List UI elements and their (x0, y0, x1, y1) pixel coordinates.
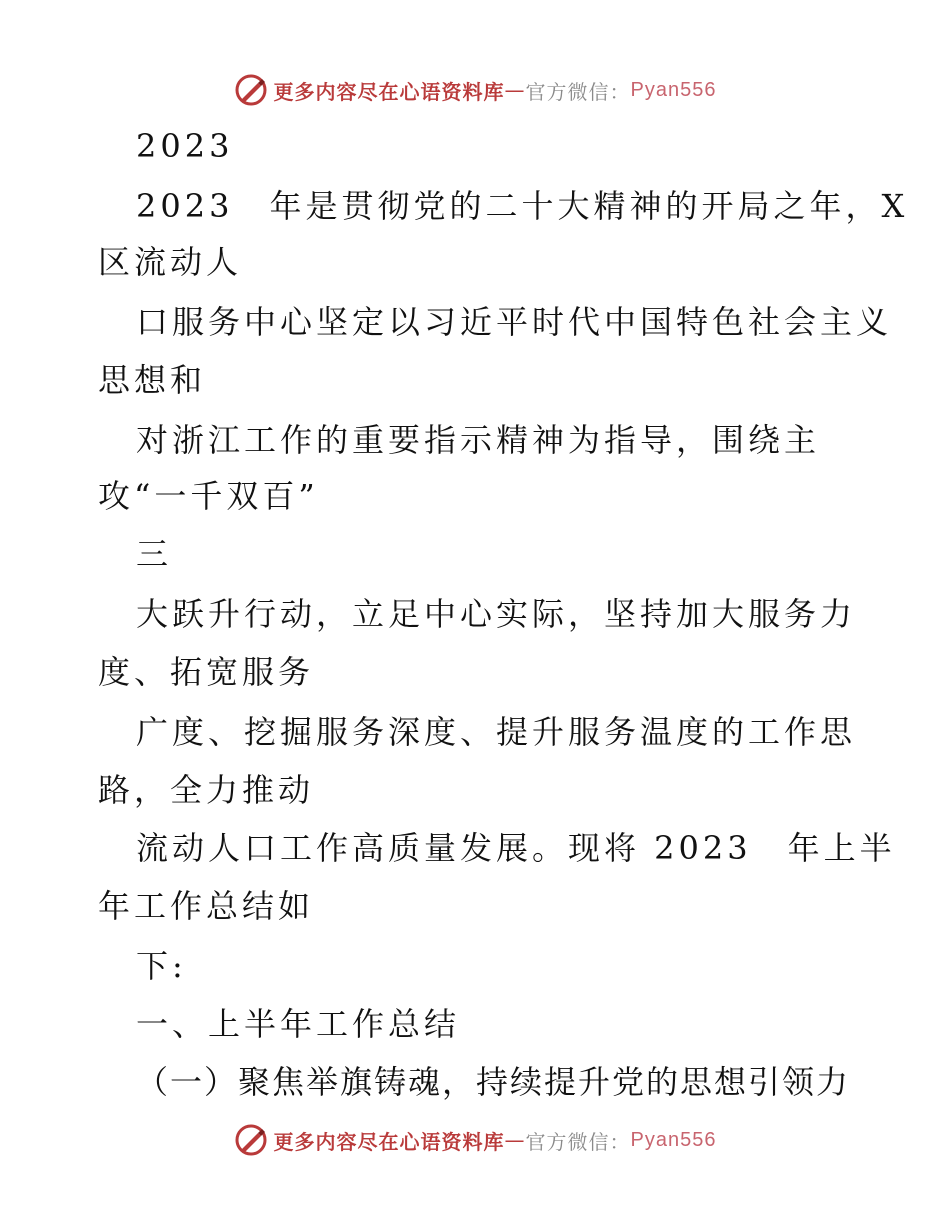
text-line: 大跃升行动，立足中心实际，坚持加大服务力 (136, 595, 857, 633)
text-line: 口服务中心坚定以习近平时代中国特色社会主义 (136, 303, 893, 341)
text-line: 年工作总结如 (98, 887, 315, 925)
text-line: 广度、挖掘服务深度、提升服务温度的工作思 (136, 713, 857, 751)
watermark-banner-bottom (0, 1120, 950, 1160)
subsection-heading: （一）聚焦举旗铸魂，持续提升党的思想引领力 (136, 1063, 851, 1101)
text-line: 区流动人 (98, 243, 243, 281)
text-line: 度、拓宽服务 (98, 653, 315, 691)
pen-logo-icon (234, 1123, 268, 1157)
watermark-wechat-label: 官方微信： (525, 1129, 631, 1154)
text-line: 2023 年是贯彻党的二十大精神的开局之年，X (136, 187, 909, 225)
text-line: 流动人口工作高质量发展。现将 2023 年上半 (136, 829, 896, 867)
text-line: 路，全力推动 (98, 771, 315, 809)
watermark-dash: — (504, 78, 526, 102)
watermark-wechat-id: Pyan556 (630, 1128, 717, 1151)
watermark-wechat-label: 官方微信： (525, 79, 631, 104)
text-line: 下: (136, 947, 187, 985)
text-line: 攻“一千双百” (98, 477, 319, 515)
text-line: 对浙江工作的重要指示精神为指导，围绕主 (136, 421, 821, 459)
watermark-wechat-id: Pyan556 (630, 78, 717, 101)
text-line: 三 (136, 535, 173, 573)
section-heading: 一、上半年工作总结 (136, 1005, 461, 1043)
text-line: 2023 (136, 127, 234, 165)
text-line: 思想和 (98, 361, 207, 399)
watermark-title: 更多内容尽在心语资料库 (273, 1129, 505, 1154)
watermark-title: 更多内容尽在心语资料库 (273, 79, 505, 104)
watermark-dash: — (504, 1128, 526, 1152)
